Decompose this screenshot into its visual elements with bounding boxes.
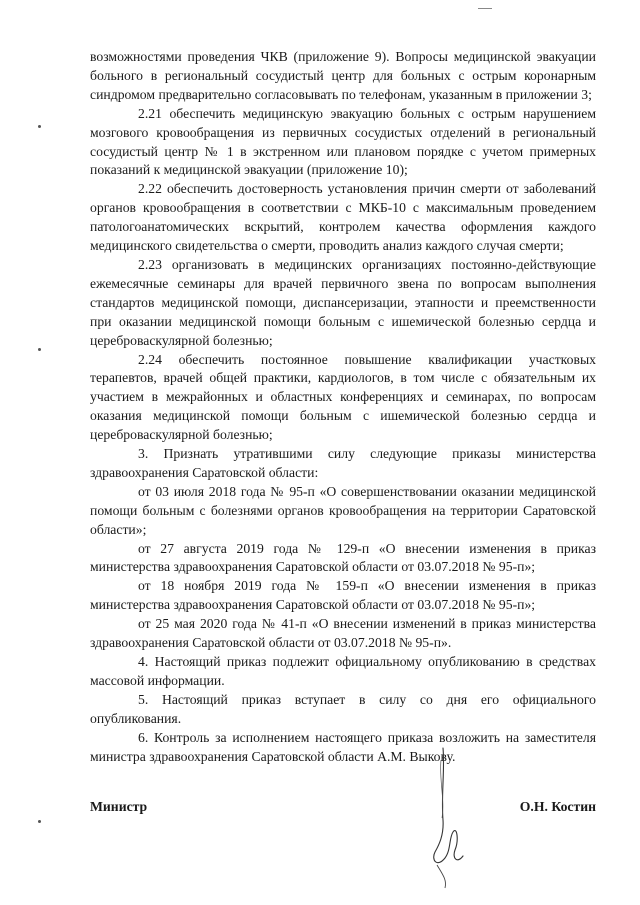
repealed-order-3: от 18 ноября 2019 года № 159-п «О внесении изменения в приказ министерства здравоохранения Саратовской области от 03.07.2018 № 95-п»; xyxy=(90,578,596,613)
paragraph-3: 3. Признать утратившими силу следующие приказы министерства здравоохранения Саратовской области: xyxy=(90,446,596,480)
repealed-order-1: от 03 июля 2018 года № 95-п «О совершенствовании оказании медицинской помощи больным с болезнями органов кровообращения на территории Саратовской области»; xyxy=(90,483,596,537)
document-body xyxy=(90,48,596,766)
paragraph-continuation: возможностями проведения ЧКВ (приложение 9). Вопросы медицинской эвакуации больного в региональный сосудистый центр для больных с острым коронарным синдромом предварительно согласовывать по телефонам, указанным в приложении 3; xyxy=(90,49,596,102)
paragraph-2-22: 2.22 обеспечить достоверность установления причин смерти от заболеваний органов кровообращения в соответствии с МКБ-10 с максимальным проведением патологоанатомических вскрытий, контролем качества оформления каждого медицинского свидетельства о смерти, проводить анализ каждого случая смерти; xyxy=(90,181,596,254)
paragraph-2-21: 2.21 обеспечить медицинскую эвакуацию больных с острым нарушением мозгового кровообращения из первичных сосудистых отделений в региональный сосудистый центр № 1 в экстренном или плановом порядке с учетом примерных показаний к медицинской эвакуации (приложение 10); xyxy=(90,105,596,178)
signatory-name: О.Н. Костин xyxy=(519,799,596,814)
scan-dot xyxy=(38,348,41,351)
repealed-order-2: от 27 августа 2019 года № 129-п «О внесении изменения в приказ министерства здравоохранения Саратовской области от 03.07.2018 № 95-п»; xyxy=(90,540,596,575)
top-scan-mark xyxy=(478,8,492,9)
repealed-order-4: от 25 мая 2020 года № 41-п «О внесении изменений в приказ министерства здравоохранения Саратовской области от 03.07.2018 № 95-п». xyxy=(90,616,596,651)
scan-dot xyxy=(38,820,41,823)
paragraph-6: 6. Контроль за исполнением настоящего приказа возложить на заместителя министра здравоохранения Саратовской области А.М. Выкову. xyxy=(90,729,596,764)
scan-dot xyxy=(38,125,41,128)
paragraph-4: 4. Настоящий приказ подлежит официальному опубликованию в средствах массовой информации. xyxy=(90,654,596,688)
paragraph-5: 5. Настоящий приказ вступает в силу со дня его официального опубликования. xyxy=(90,691,596,726)
signature-line xyxy=(90,799,596,819)
signatory-position: Министр xyxy=(90,799,148,814)
paragraph-2-24: 2.24 обеспечить постоянное повышение квалификации участковых терапевтов, врачей общей практики, кардиологов, в том числе с обязательным их участием в межрайонных и областных конференциях и семинарах, по вопросам оказания медицинской помощи больным с ишемической болезнью сердца и цереброваскулярной болезнью; xyxy=(90,351,596,443)
paragraph-2-23: 2.23 организовать в медицинских организациях постоянно-действующие ежемесячные семинары для врачей первичного звена по вопросам выполнения стандартов медицинской помощи, диспансеризации, этапности и преемственности при оказании медицинской помощи больным с ишемической болезнью сердца и цереброваскулярной болезнью; xyxy=(90,256,596,348)
